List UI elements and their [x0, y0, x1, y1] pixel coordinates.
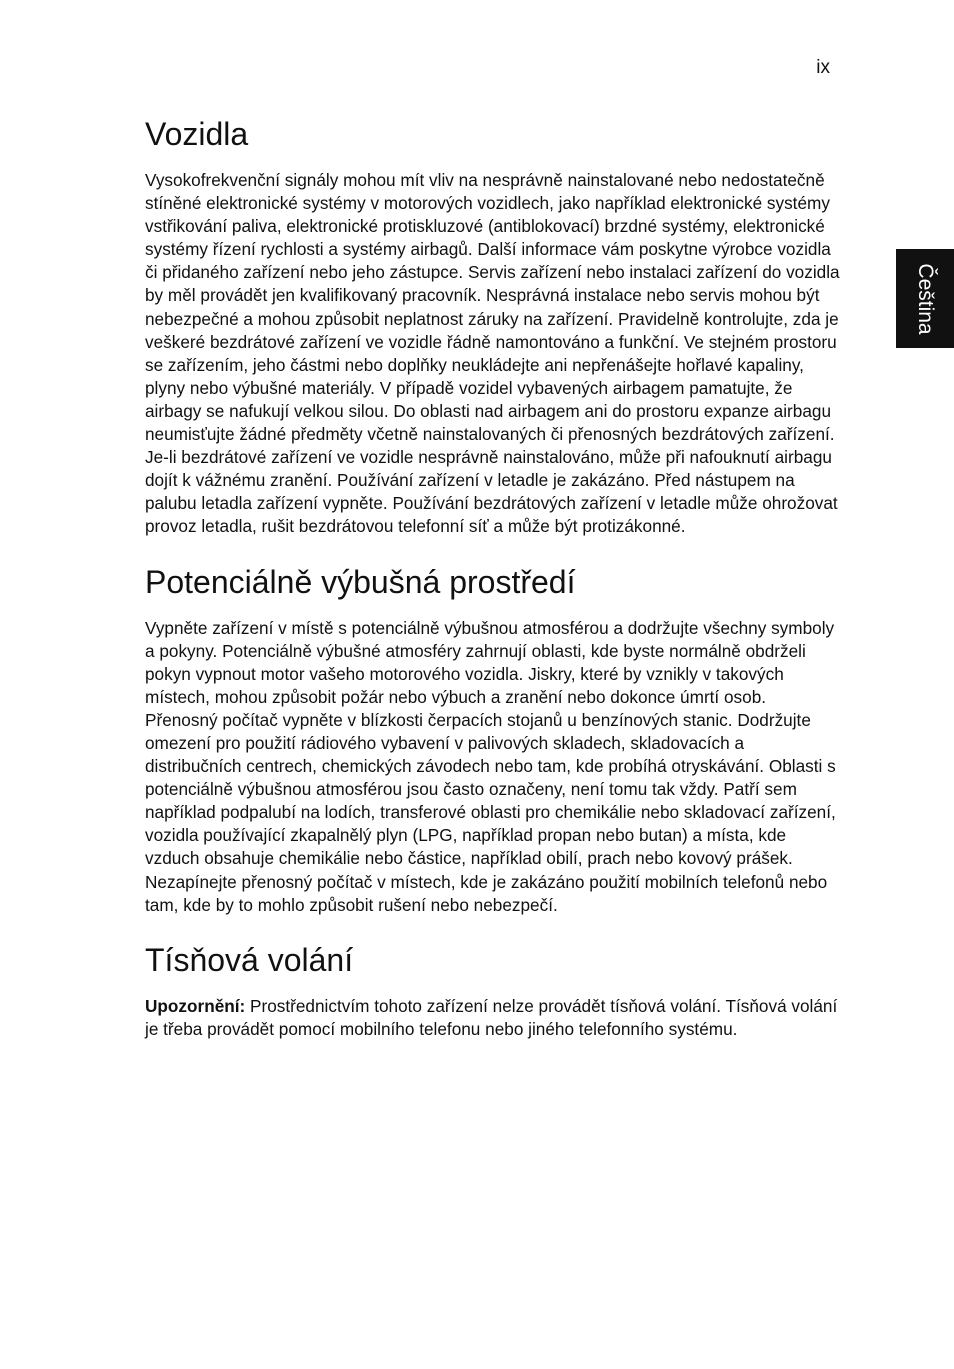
note-label: Upozornění: — [145, 995, 246, 1016]
page-number: ix — [816, 57, 830, 78]
section-explosive-environments — [145, 563, 840, 917]
language-tab-label: Čeština — [914, 262, 937, 335]
section-title: Tísňová volání — [145, 941, 354, 978]
page-content — [145, 115, 840, 1041]
section-title: Vozidla — [145, 116, 249, 152]
section-title: Potenciálně výbušná prostředí — [145, 563, 576, 600]
section-body — [145, 995, 840, 1041]
section-emergency-calls — [145, 941, 840, 1041]
section-body: Vypněte zařízení v místě s potenciálně výbušnou atmosférou a dodržujte všechny symboly a pokyny. Potenciálně výbušné atmosféry zahrnují oblasti, kde byste normálně obdrželi pokyn vypnout motor vašeho motorového vozidla. Jiskry, které by vznikly v takových místech, mohou způsobit požár nebo výbuch a zranění nebo dokonce úmrtí osob. Přenosný počítač vypněte v blízkosti čerpacích stojanů u benzínových stanic. Dodržujte omezení pro použití rádiového vybavení v palivových skladech, skladovacích a distribučních centrech, chemických závodech nebo tam, kde probíhá otryskávání. Oblasti s potenciálně výbušnou atmosférou jsou často označeny, není tomu tak vždy. Patří sem například podpalubí na lodích, transferové oblasti pro chemikálie nebo skladovací zařízení, vozidla používající zkapalnělý plyn (LPG, například propan nebo butan) a místa, kde vzduch obsahuje chemikálie nebo částice, například obilí, prach nebo kovový prášek. Nezapínejte přenosný počítač v místech, kde je zakázáno použití mobilních telefonů nebo tam, kde by to mohlo způsobit rušení nebo nebezpečí. — [145, 617, 836, 915]
language-tab — [896, 249, 954, 348]
section-body: Vysokofrekvenční signály mohou mít vliv na nesprávně nainstalované nebo nedostatečně stíněné elektronické systémy v motorových vozidlech, jako například elektronické systémy vstřikování paliva, elektronické protiskluzové (antiblokovací) brzdné systémy, elektronické systémy řízení rychlosti a systémy airbagů. Další informace vám poskytne výrobce vozidla či přidaného zařízení nebo jeho zástupce. Servis zařízení nebo instalaci zařízení do vozidla by měl provádět jen kvalifikovaný pracovník. Nesprávná instalace nebo servis mohou být nebezpečné a mohou způsobit neplatnost záruky na zařízení. Pravidelně kontrolujte, zda je veškeré bezdrátové zařízení ve vozidle řádně namontováno a funkční. Ve stejném prostoru se zařízením, jeho částmi nebo doplňky neukládejte ani nepřenášejte hořlavé kapaliny, plyny nebo výbušné materiály. V případě vozidel vybavených airbagem pamatujte, že airbagy se nafukují velkou silou. Do oblasti nad airbagem ani do prostoru expanze airbagu neumisťujte žádné předměty včetně nainstalovaných či přenosných bezdrátových zařízení. Je-li bezdrátové zařízení ve vozidle nesprávně nainstalováno, může při nafouknutí airbagu dojít k vážnému zranění. Používání zařízení v letadle je zakázáno. Před nástupem na palubu letadla zařízení vypněte. Používání bezdrátových zařízení v letadle může ohrožovat provoz letadla, rušit bezdrátovou telefonní síť a může být protizákonné. — [145, 170, 840, 537]
note-text: Prostřednictvím tohoto zařízení nelze provádět tísňová volání. Tísňová volání je třeba provádět pomocí mobilního telefonu nebo jiného telefonního systému. — [145, 995, 838, 1039]
section-vehicles — [145, 115, 840, 539]
